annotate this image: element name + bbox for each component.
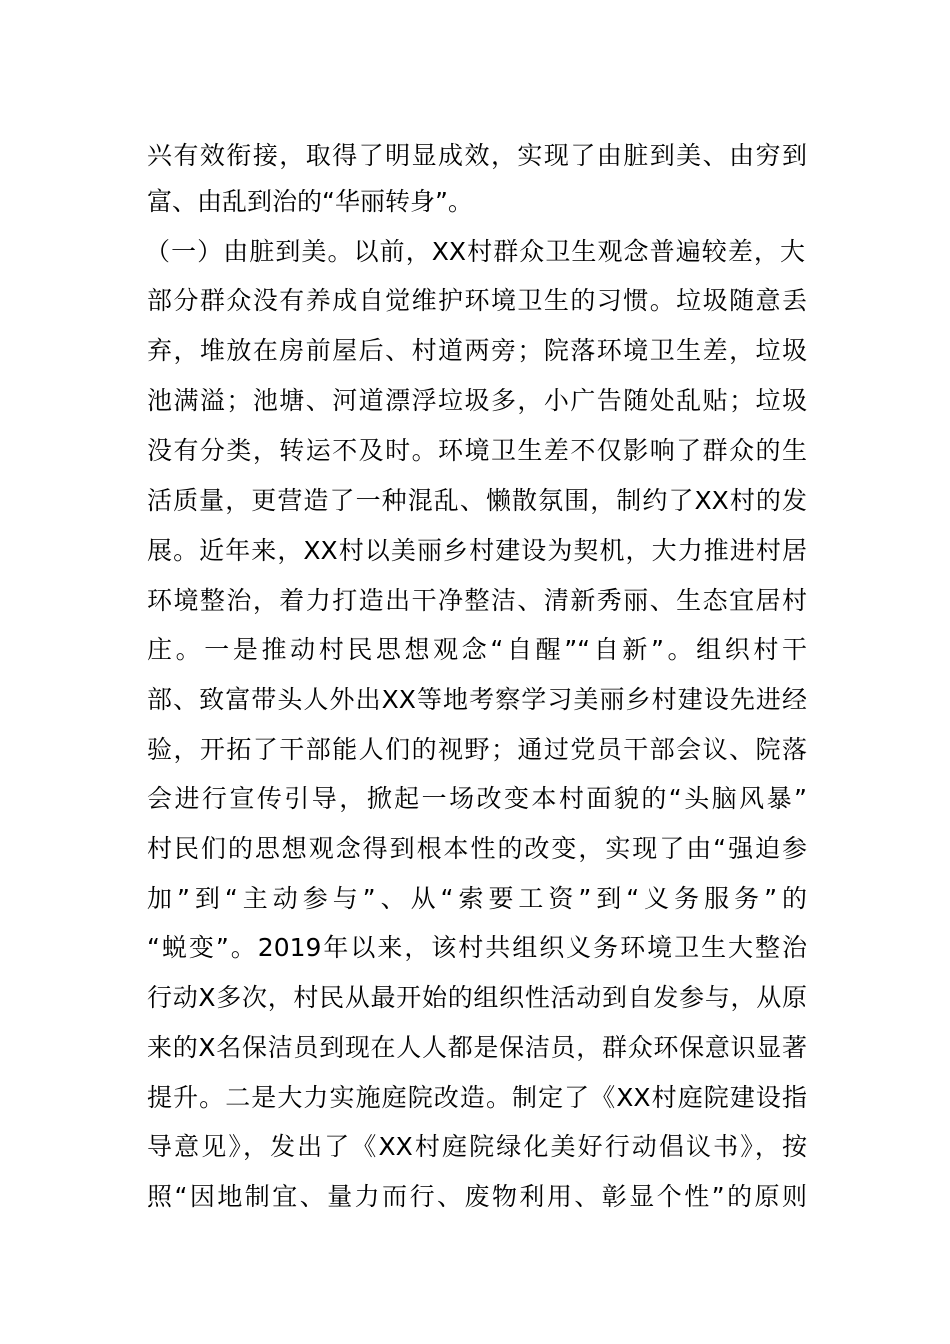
text-line: 弃，堆放在房前屋后、村道两旁；院落环境卫生差，垃圾 [147,336,807,365]
text-line: 加”到“主动参与”、从“索要工资”到“义务服务”的 [147,884,807,913]
text-line: 庄。一是推动村民思想观念“自醒”“自新”。组织村干 [147,635,807,664]
text-line: 行动X多次，村民从最开始的组织性活动到自发参与，从原 [147,983,807,1012]
text-line: 没有分类，转运不及时。环境卫生差不仅影响了群众的生 [147,436,807,465]
text-line: 活质量，更营造了一种混乱、懒散氛围，制约了XX村的发 [147,486,807,515]
text-line: 来的X名保洁员到现在人人都是保洁员，群众环保意识显著 [147,1033,807,1062]
text-line: 兴有效衔接，取得了明显成效，实现了由脏到美、由穷到 [147,141,807,170]
text-line: 部分群众没有养成自觉维护环境卫生的习惯。垃圾随意丢 [147,286,807,315]
text-line: 池满溢；池塘、河道漂浮垃圾多，小广告随处乱贴；垃圾 [147,386,807,415]
text-line: 村民们的思想观念得到根本性的改变，实现了由“强迫参 [147,834,807,863]
text-line: （一）由脏到美。以前，XX村群众卫生观念普遍较差，大 [145,237,805,266]
text-line: 照“因地制宜、量力而行、废物利用、彰显个性”的原则 [147,1182,807,1211]
text-line: 会进行宣传引导，掀起一场改变本村面貌的“头脑风暴” [147,784,807,813]
text-line: “蜕变”。2019年以来，该村共组织义务环境卫生大整治 [147,933,807,962]
text-line: 富、由乱到治的“华丽转身”。 [147,187,473,216]
text-line: 部、致富带头人外出XX等地考察学习美丽乡村建设先进经 [147,685,807,714]
text-line: 导意见》，发出了《XX村庭院绿化美好行动倡议书》，按 [147,1132,807,1161]
text-line: 验，开拓了干部能人们的视野；通过党员干部会议、院落 [147,735,807,764]
text-line: 提升。二是大力实施庭院改造。制定了《XX村庭院建设指 [147,1083,807,1112]
text-line: 环境整治，着力打造出干净整洁、清新秀丽、生态宜居村 [147,586,807,615]
text-line: 展。近年来，XX村以美丽乡村建设为契机，大力推进村居 [147,536,807,565]
